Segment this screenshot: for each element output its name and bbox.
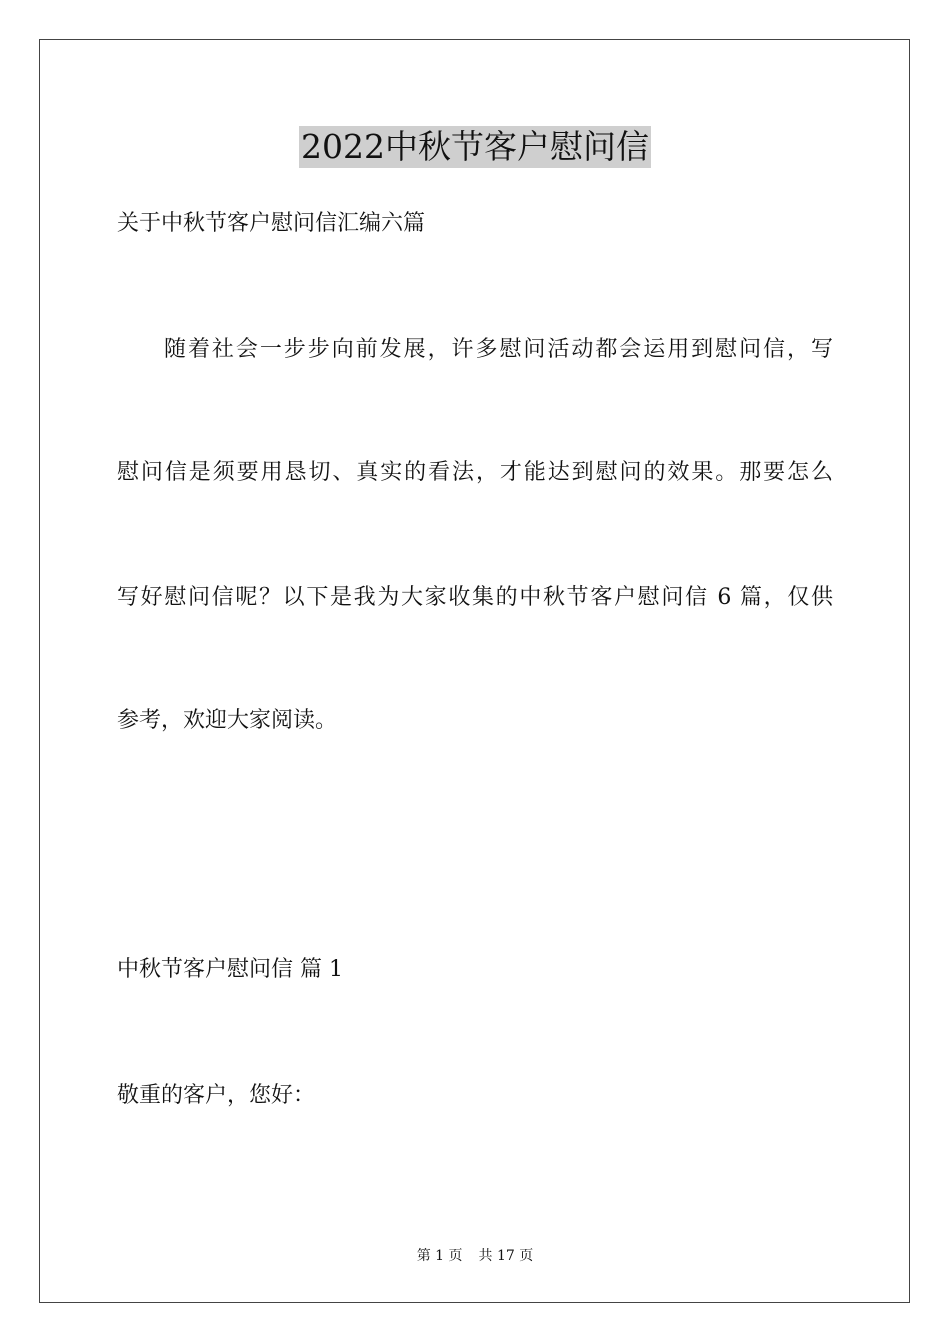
salutation: 敬重的客户，您好：: [117, 1083, 316, 1108]
document-subtitle: 关于中秋节客户慰问信汇编六篇: [117, 211, 426, 236]
intro-line-1: 随着社会一步步向前发展，许多慰问活动都会运用到慰问信，写: [164, 337, 833, 362]
intro-line-3: 写好慰问信呢？以下是我为大家收集的中秋节客户慰问信 6 篇，仅供: [117, 585, 833, 610]
page-footer: [0, 1247, 950, 1265]
document-title: 2022中秋节客户慰问信: [301, 127, 649, 166]
title-container: [0, 126, 950, 168]
page-number: 第 1 页: [416, 1248, 463, 1264]
intro-line-4: 参考，欢迎大家阅读。: [117, 708, 338, 733]
page-total: 共 17 页: [478, 1248, 534, 1264]
section-heading: 中秋节客户慰问信 篇 1: [117, 957, 343, 982]
intro-line-2: 慰问信是须要用恳切、真实的看法，才能达到慰问的效果。那要怎么: [117, 460, 833, 485]
